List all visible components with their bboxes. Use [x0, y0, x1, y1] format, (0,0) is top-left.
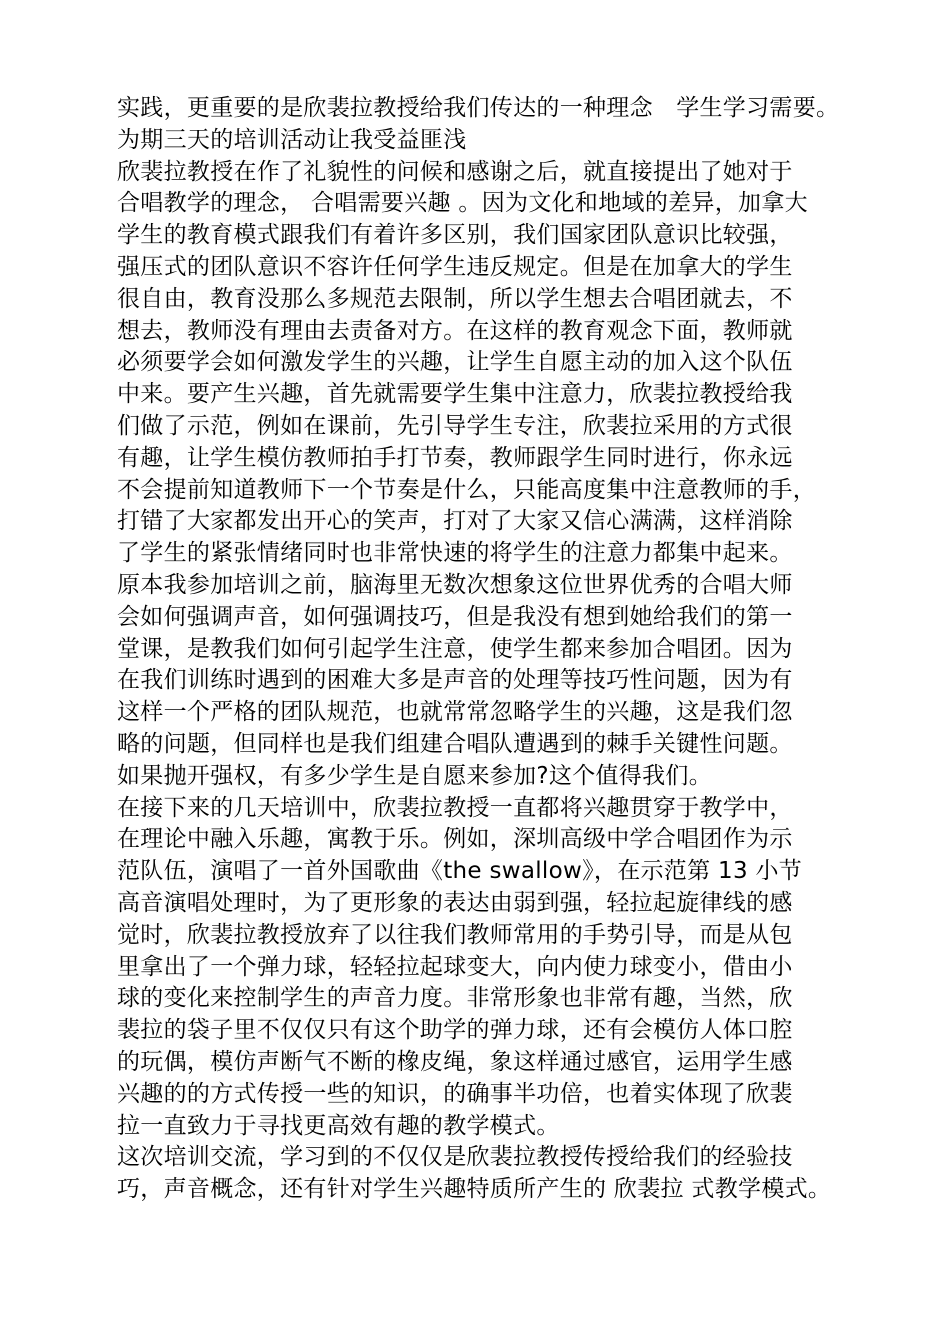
text-line: 不会提前知道教师下一个节奏是什么，只能高度集中注意教师的手， — [117, 476, 816, 503]
text-line: 欣裴拉教授在作了礼貌性的问候和感谢之后，就直接提出了她对于 — [117, 158, 793, 185]
text-line: 必须要学会如何激发学生的兴趣，让学生自愿主动的加入这个队伍 — [117, 349, 793, 376]
text-line: 高音演唱处理时，为了更形象的表达由弱到强，轻拉起旋律线的感 — [117, 889, 793, 916]
text-line: 堂课，是教我们如何引起学生注意，使学生都来参加合唱团。因为 — [117, 635, 793, 662]
text-line: 了学生的紧张情绪同时也非常快速的将学生的注意力都集中起来。 — [117, 540, 793, 567]
text-line: 实践，更重要的是欣裴拉教授给我们传达的一种理念 学生学习需要。 — [117, 95, 840, 121]
text-line: 略的问题，但同样也是我们组建合唱队遭遇到的棘手关键性问题。 — [117, 730, 793, 757]
text-line: 强压式的团队意识不容许任何学生违反规定。但是在加拿大的学生 — [117, 253, 793, 280]
text-line: 觉时，欣裴拉教授放弃了以往我们教师常用的手势引导，而是从包 — [117, 921, 793, 948]
text-line: 裴拉的袋子里不仅仅只有这个助学的弹力球，还有会模仿人体口腔 — [117, 1017, 793, 1044]
body-text — [117, 93, 897, 1206]
text-line: 如果抛开强权，有多少学生是自愿来参加?这个值得我们。 — [117, 762, 713, 789]
text-line: 很自由，教育没那么多规范去限制，所以学生想去合唱团就去，不 — [117, 285, 793, 312]
text-line: 球的变化来控制学生的声音力度。非常形象也非常有趣，当然，欣 — [117, 985, 793, 1012]
text-line: 兴趣的的方式传授一些的知识，的确事半功倍，也着实体现了欣裴 — [117, 1080, 793, 1107]
text-line: 想去，教师没有理由去责备对方。在这样的教育观念下面，教师就 — [117, 317, 793, 344]
text-line: 中来。要产生兴趣，首先就需要学生集中注意力，欣裴拉教授给我 — [117, 381, 793, 408]
text-line: 在接下来的几天培训中，欣裴拉教授一直都将兴趣贯穿于教学中， — [117, 794, 793, 821]
text-line: 这次培训交流，学习到的不仅仅是欣裴拉教授传授给我们的经验技 — [117, 1144, 793, 1171]
text-line: 会如何强调声音，如何强调技巧，但是我没有想到她给我们的第一 — [117, 603, 793, 630]
text-line: 为期三天的培训活动让我受益匪浅 — [117, 126, 467, 153]
text-line: 们做了示范，例如在课前，先引导学生专注，欣裴拉采用的方式很 — [117, 412, 793, 439]
text-line: 学生的教育模式跟我们有着许多区别，我们国家团队意识比较强， — [117, 222, 793, 249]
text-line: 在理论中融入乐趣，寓教于乐。例如，深圳高级中学合唱团作为示 — [117, 826, 793, 853]
text-line: 合唱教学的理念， 合唱需要兴趣 。因为文化和地域的差异，加拿大 — [117, 190, 808, 217]
text-line: 的玩偶，模仿声断气不断的橡皮绳，象这样通过感官，运用学生感 — [117, 1048, 793, 1075]
text-line: 原本我参加培训之前，脑海里无数次想象这位世界优秀的合唱大师 — [117, 571, 793, 598]
text-line: 范队伍，演唱了一首外国歌曲《the swallow》，在示范第 13 小节 — [117, 858, 803, 885]
text-line: 拉一直致力于寻找更高效有趣的教学模式。 — [117, 1112, 560, 1139]
text-line: 打错了大家都发出开心的笑声，打对了大家又信心满满，这样消除 — [117, 508, 793, 535]
text-line: 有趣，让学生模仿教师拍手打节奏，教师跟学生同时进行，你永远 — [117, 444, 793, 471]
text-line: 在我们训练时遇到的困难大多是声音的处理等技巧性问题，因为有 — [117, 667, 793, 694]
text-line: 这样一个严格的团队规范，也就常常忽略学生的兴趣，这是我们忽 — [117, 699, 793, 726]
text-line: 里拿出了一个弹力球，轻轻拉起球变大，向内使力球变小，借由小 — [117, 953, 793, 980]
text-line: 巧，声音概念，还有针对学生兴趣特质所产生的 欣裴拉 式教学模式。 — [117, 1176, 832, 1203]
